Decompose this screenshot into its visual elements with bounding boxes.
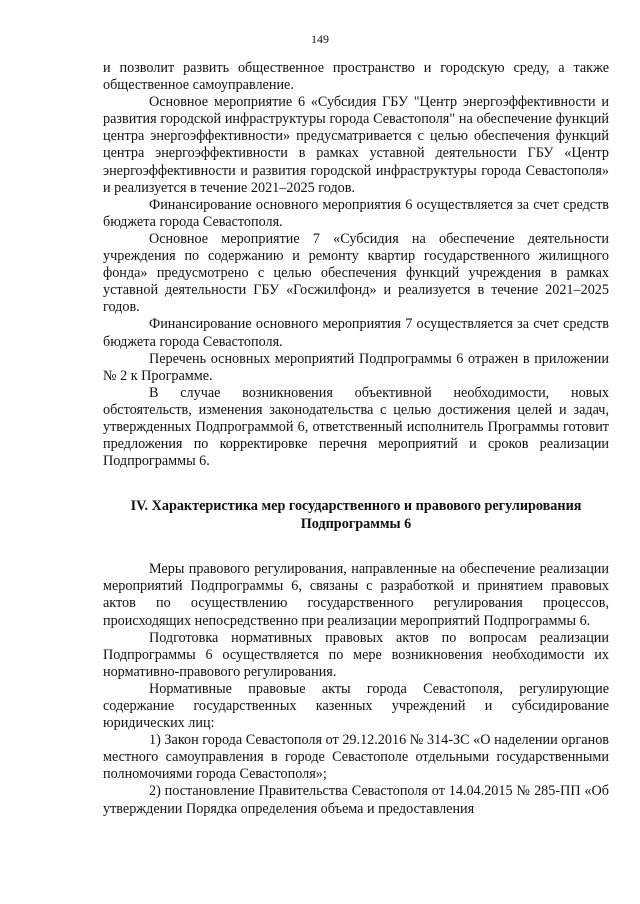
paragraph-continuation: и позволит развить общественное пространство и городскую среду, а также общественное самоуправление. [103, 60, 609, 94]
section-heading-line-2: Подпрограммы 6 [300, 515, 412, 532]
paragraph-normative-acts-preparation: Подготовка нормативных правовых актов по вопросам реализации Подпрограммы 6 осуществляется по мере возникновения необходимости их нормативно-правового регулирования. [103, 629, 609, 680]
section-heading [103, 498, 609, 533]
page-number: 149 [311, 32, 329, 46]
paragraph-normative-acts-list-intro: Нормативные правовые акты города Севастополя, регулирующие содержание государственных казенных учреждений и субсидирование юридических лиц: [103, 680, 609, 732]
paragraph-financing-7: Финансирование основного мероприятия 7 осуществляется за счет средств бюджета города Севастополя. [103, 316, 609, 350]
paragraph-list-of-activities: Перечень основных мероприятий Подпрограммы 6 отражен в приложении № 2 к Программе. [103, 350, 609, 384]
list-item-resolution: 2) постановление Правительства Севастополя от 14.04.2015 № 285-ПП «Об утверждении Порядка определения объема и предоставления [103, 783, 609, 817]
paragraph-financing-6: Финансирование основного мероприятия 6 осуществляется за счет средств бюджета города Севастополя. [103, 196, 609, 230]
paragraph-legal-measures: Меры правового регулирования, направленные на обеспечение реализации мероприятий Подпрограммы 6, связаны с разработкой и принятием правовых актов по осуществлению государственного регулирования процессов, происходящих непосредственно при реализации мероприятий Подпрограммы 6. [103, 561, 609, 629]
section-heading-line-1: IV. Характеристика мер государственного и правового регулирования [130, 498, 582, 515]
document-body [103, 60, 609, 818]
paragraph-main-activity-6: Основное мероприятие 6 «Субсидия ГБУ "Центр энергоэффективности и развития городской инфраструктуры города Севастополя" на обеспечение функций центра энергоэффективности» предусматривается с целью обеспечения функций центра энергоэффективности в рамках уставной деятельности ГБУ «Центр энергоэффективности и развития городской инфраструктуры города Севастополя» и реализуется в течение 2021–2025 годов. [103, 94, 609, 196]
paragraph-adjustments: В случае возникновения объективной необходимости, новых обстоятельств, изменения законодательства с целью достижения целей и задач, утвержденных Подпрограммой 6, ответственный исполнитель Программы готовит предложения по корректировке перечня мероприятий и сроков реализации Подпрограммы 6. [103, 384, 609, 470]
list-item-law: 1) Закон города Севастополя от 29.12.2016 № 314-ЗС «О наделении органов местного самоуправления в городе Севастополе отдельными государственными полномочиями города Севастополя»; [103, 732, 609, 783]
paragraph-main-activity-7: Основное мероприятие 7 «Субсидия на обеспечение деятельности учреждения по содержанию и ремонту квартир государственного жилищного фонда» предусмотрено с целью обеспечения функций учреждения в рамках уставной деятельности ГБУ «Госжилфонд» и реализуется в течение 2021–2025 годов. [103, 230, 609, 316]
